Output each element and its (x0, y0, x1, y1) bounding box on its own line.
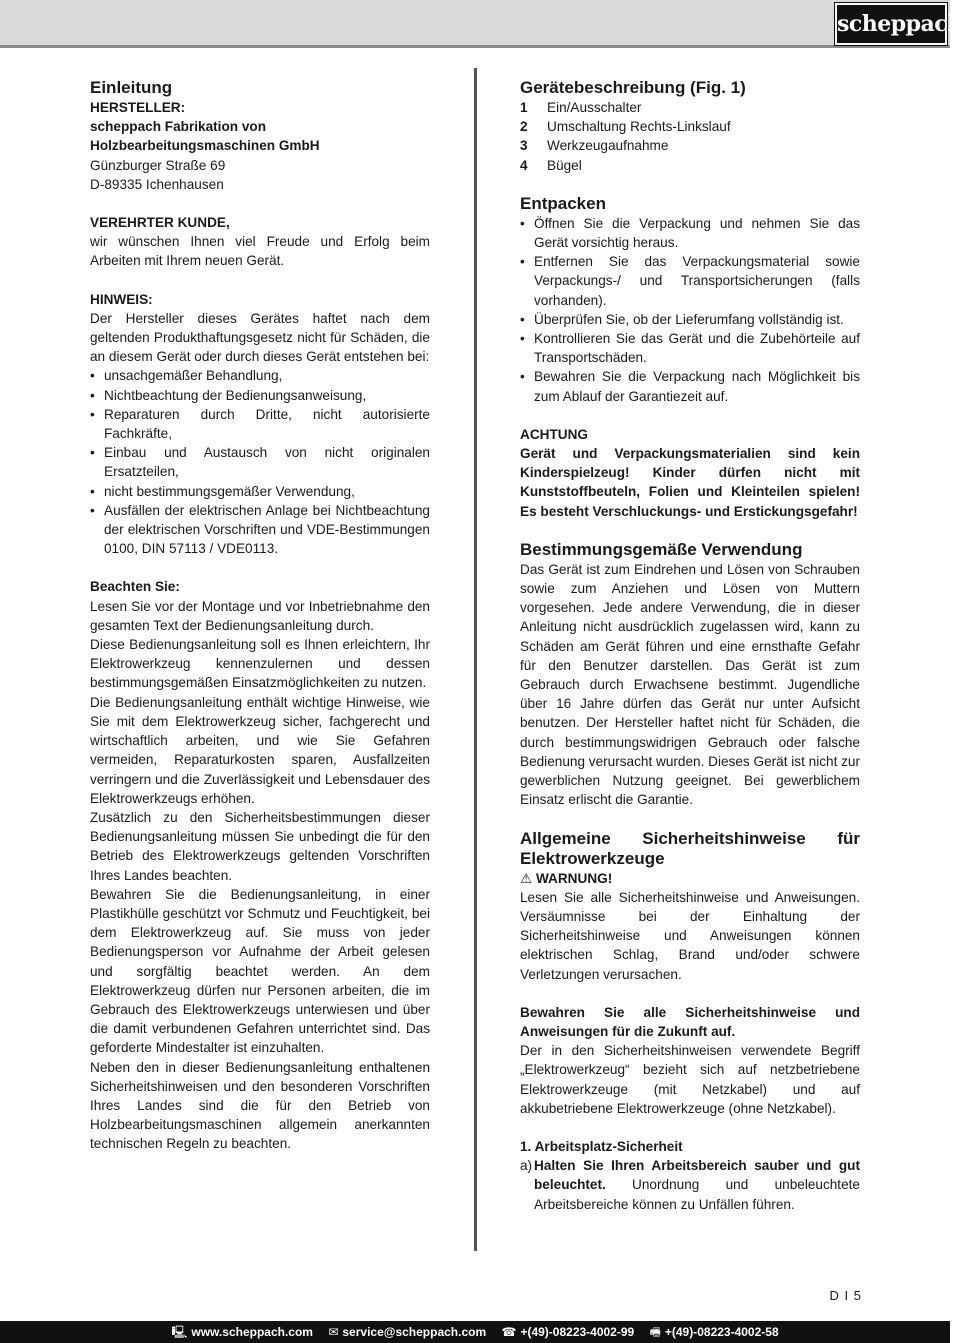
list-item: • Öffnen Sie die Verpackung und nehmen Sie das Gerät vorsichtig heraus. (520, 214, 860, 252)
column-divider (474, 68, 477, 1251)
section-title-introduction: Einleitung (90, 78, 173, 97)
note-label: HINWEIS: (90, 291, 153, 307)
list-item: • Einbau und Austausch von nicht originalen Ersatzteilen, (90, 443, 430, 481)
list-item: • nicht bestimmungsgemäßer Verwendung, (90, 482, 430, 501)
list-item: 4 Bügel (520, 157, 582, 173)
list-item: • Reparaturen durch Dritte, nicht autorisierte Fachkräfte, (90, 405, 430, 443)
footer-fax: 🖷 +(49)-08223-4002-58 (650, 1325, 779, 1339)
section-title-device-description: Gerätebeschreibung (Fig. 1) (520, 78, 746, 97)
keep-instructions-text: Bewahren Sie alle Sicherheitshinweise und Anweisungen für die Zukunft auf. (520, 1004, 860, 1039)
observe-paragraph: Die Bedienungsanleitung enthält wichtige Hinweise, wie Sie mit dem Elektrowerkzeug sicher, fachgerecht und wirtschaftlich arbeiten, und wie Sie Gefahren vermeiden, Reparaturkosten sparen, Ausfallzeiten verringern und die Zuverlässigkeit und Lebensdauer des Elektrowerkzeugs erhöhen. (90, 694, 430, 806)
phone-icon: ☎ (501, 1325, 517, 1339)
list-item: • Bewahren Sie die Verpackung nach Möglichkeit bis zum Ablauf der Garantiezeit auf. (520, 367, 860, 405)
address-city: D-89335 Ichenhausen (90, 176, 224, 192)
list-item: • Kontrollieren Sie das Gerät und die Zubehörteile auf Transportschäden. (520, 329, 860, 367)
fax-icon: 🖷 (649, 1325, 661, 1339)
address-street: Günzburger Straße 69 (90, 157, 226, 173)
warning-icon: ⚠ (520, 870, 533, 886)
warning-text: Lesen Sie alle Sicherheitshinweise und Anweisungen. Versäumnisse bei der Einhaltung der Sicherheitshinweise und Anweisungen können elektrischen Schlag, Brand und/oder schwere Verletzungen verursachen. (520, 889, 860, 982)
manufacturer-name-line1: scheppach Fabrikation von (90, 119, 267, 135)
attention-label: ACHTUNG (520, 426, 588, 442)
customer-label: VEREHRTER KUNDE, (90, 215, 230, 231)
observe-paragraph: Diese Bedienungsanleitung soll es Ihnen erleichtern, Ihr Elektrowerkzeug kennenzulernen und dessen bestimmungsgemäßen Einsatzmöglichkeiten zu nutzen. (90, 637, 430, 691)
observe-paragraph: Lesen Sie vor der Montage und vor Inbetriebnahme den gesamten Text der Bedienungsanleitung durch. (90, 598, 430, 633)
section-title-safety: Allgemeine Sicherheitshinweise für Elektrowerkzeuge (520, 828, 860, 868)
observe-paragraph: Zusätzlich zu den Sicherheitsbestimmungen dieser Bedienungsanleitung müssen Sie unbedingt die für den Betrieb des Elektrowerkzeugs geltenden Vorschriften Ihres Landes beachten. (90, 809, 430, 883)
list-item: • Nichtbeachtung der Bedienungsanweisung, (90, 386, 430, 405)
customer-text: wir wünschen Ihnen viel Freude und Erfolg beim Arbeiten mit Ihrem neuen Gerät. (90, 234, 430, 269)
section-title-intended-use: Bestimmungsgemäße Verwendung (520, 539, 803, 559)
observe-paragraph: Bewahren Sie die Bedienungsanleitung, in einer Plastikhülle geschützt vor Schmutz und Feuchtigkeit, bei dem Elektrowerkzeug auf. Sie muss von jeder Bedienungsperson vor Aufnahme der Arbeit gelesen und sorgfältig beachtet werden. An dem Elektrowerkzeug dürfen nur Personen arbeiten, die im Gebrauch des Elektrowerkzeugs unterwiesen und über die damit verbundenen Gefahren unterrichtet sind. Das geforderte Mindestalter ist einzuhalten. (90, 886, 430, 1056)
manufacturer-label: HERSTELLER: (90, 100, 186, 115)
intended-use-text: Das Gerät ist zum Eindrehen und Lösen von Schrauben sowie zum Anziehen und Lösen von Muttern vorgesehen. Jede andere Verwendung, die in dieser Anleitung nicht ausdrücklich zugelassen wird, kann zu Schäden am Gerät führen und eine ernsthafte Gefahr für den Benutzer darstellen. Das Gerät ist zum Gebrauch durch Erwachsene bestimmt. Jugendliche über 16 Jahre dürfen das Gerät nur unter Aufsicht benutzen. Der Hersteller haftet nicht für Schäden, die durch bestimmungswidrigen Gebrauch oder falsche Bedienung verursacht wurden. Dieses Gerät ist nicht zur gewerblichen Nutzung geeignet. Bei gewerblichem Einsatz erlischt die Garantie. (520, 561, 861, 808)
mail-icon: ✉ (328, 1325, 339, 1339)
right-column (520, 78, 860, 1214)
list-item: • Ausfällen der elektrischen Anlage bei Nichtbeachtung der elektrischen Vorschriften und VDE-Bestimmungen 0100, DIN 57113 / VDE0113. (90, 501, 430, 559)
observe-paragraph: Neben den in dieser Bedienungsanleitung enthaltenen Sicherheitshinweisen und den besonderen Vorschriften Ihres Landes sind die für den Betrieb von Holzbearbeitungsmaschinen allgemein anerkannten technischen Regeln zu beachten. (90, 1059, 430, 1152)
list-item: 1 Ein/Ausschalter (520, 100, 642, 115)
list-item: • unsachgemäßer Behandlung, (90, 366, 430, 385)
footer-web[interactable]: 🖳 www.scheppach.com (171, 1325, 313, 1339)
manufacturer-name-line2: Holzbearbeitungsmaschinen GmbH (90, 138, 320, 154)
warning-heading: ⚠ WARNUNG! (520, 870, 613, 886)
list-item: 3 Werkzeugaufnahme (520, 138, 669, 154)
list-item: • Überprüfen Sie, ob der Lieferumfang vollständig ist. (520, 310, 860, 329)
term-definition-text: Der in den Sicherheitshinweisen verwendete Begriff „Elektrowerkzeug“ bezieht sich auf netzbetriebene Elektrowerkzeuge (mit Netzkabel) und auf akkubetriebene Elektrowerkzeuge (ohne Netzkabel). (520, 1043, 860, 1116)
left-column (90, 78, 430, 1154)
footer-bar (0, 1321, 950, 1343)
list-item: a) Halten Sie Ihren Arbeitsbereich sauber und gut beleuchtet. Unordnung und unbeleuchtete Arbeitsbereiche können zu Unfällen führen. (520, 1158, 860, 1212)
header-bar (0, 0, 963, 48)
monitor-icon: 🖳 (171, 1325, 188, 1339)
list-item: • Entfernen Sie das Verpackungsmaterial sowie Verpackungs-/ und Transportsicherungen (falls vorhanden). (520, 252, 860, 310)
note-text: Der Hersteller dieses Gerätes haftet nach dem geltenden Produkthaftungsgesetz nicht für Schäden, die an diesem Gerät oder durch dieses Gerät entstehen bei: (90, 310, 430, 365)
observe-label: Beachten Sie: (90, 579, 180, 595)
page-number: D I 5 (829, 1288, 862, 1303)
footer-email[interactable]: ✉ service@scheppach.com (328, 1325, 486, 1339)
unpacking-list (520, 214, 860, 406)
note-list (90, 366, 430, 558)
scheppach-logo: scheppach (835, 3, 947, 45)
footer-phone: ☎ +(49)-08223-4002-99 (502, 1325, 635, 1339)
device-parts-list (520, 98, 860, 175)
list-item: 2 Umschaltung Rechts-Linkslauf (520, 119, 731, 135)
workplace-safety-title: 1. Arbeitsplatz-Sicherheit (520, 1138, 683, 1154)
section-title-unpacking: Entpacken (520, 193, 606, 213)
attention-text: Gerät und Verpackungsmaterialien sind kein Kinderspielzeug! Kinder dürfen nicht mit Kunststoffbeuteln, Folien und Kleinteilen spielen! Es besteht Verschluckungs- und Erstickungsgefahr! (520, 446, 860, 519)
